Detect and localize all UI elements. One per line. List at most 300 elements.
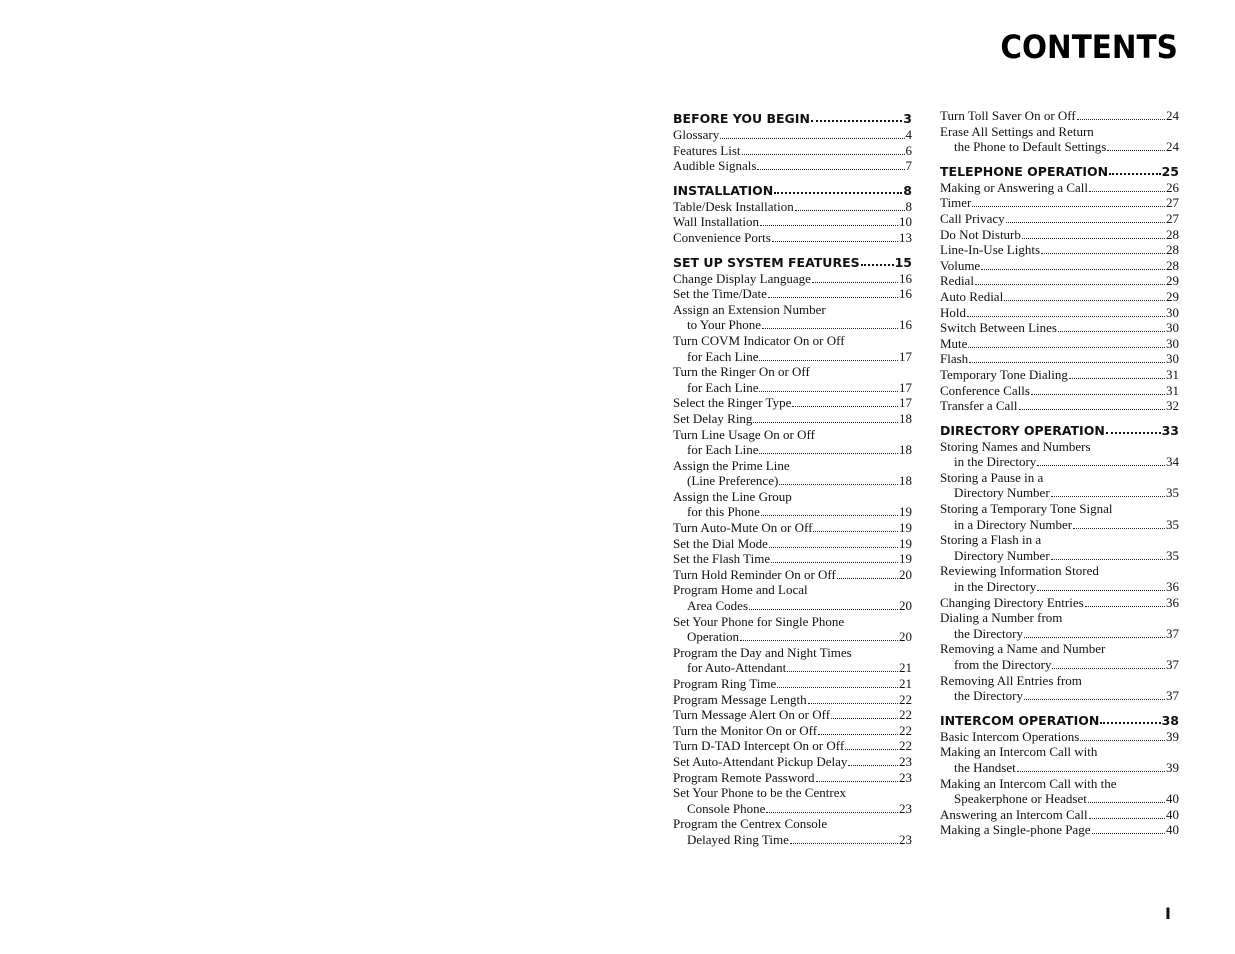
dot-leader xyxy=(749,609,898,610)
toc-entry-label: Timer xyxy=(940,195,972,211)
toc-page-number: 17 xyxy=(899,348,912,364)
toc-entry[interactable] xyxy=(673,754,912,770)
dot-leader xyxy=(720,138,904,139)
dot-leader xyxy=(1037,465,1165,466)
toc-entry-label: Making an Intercom Call with xyxy=(940,744,1098,760)
toc-entry[interactable] xyxy=(673,816,912,847)
section-heading[interactable] xyxy=(940,161,1179,179)
section-heading[interactable] xyxy=(940,420,1179,438)
toc-page-number: 18 xyxy=(899,442,912,458)
dot-leader xyxy=(761,515,898,516)
toc-page-number: 22 xyxy=(899,738,912,754)
toc-entry-label: the Phone to Default Settings xyxy=(954,139,1107,155)
toc-entry[interactable] xyxy=(673,286,912,302)
toc-entry[interactable] xyxy=(673,770,912,786)
toc-page-number: 28 xyxy=(1166,242,1179,258)
dot-leader xyxy=(1106,432,1161,434)
dot-leader xyxy=(1092,833,1165,834)
toc-entry-line xyxy=(673,442,912,458)
toc-page-number: 18 xyxy=(899,473,912,489)
toc-entry-line xyxy=(940,626,1179,642)
toc-entry-line xyxy=(673,214,912,230)
toc-page-number: 27 xyxy=(1166,210,1179,226)
toc-page-number: 36 xyxy=(1166,594,1179,610)
toc-page-number: 29 xyxy=(1166,273,1179,289)
dot-leader xyxy=(1058,331,1165,332)
toc-entry-line xyxy=(673,317,912,333)
dot-leader xyxy=(1085,606,1165,607)
toc-page-number: 39 xyxy=(1166,728,1179,744)
toc-page-number: 31 xyxy=(1166,366,1179,382)
dot-leader xyxy=(1073,528,1165,529)
toc-entry-line xyxy=(673,489,912,505)
toc-entry[interactable] xyxy=(673,692,912,708)
toc-entry-label: Set the Time/Date xyxy=(673,286,767,302)
toc-entry[interactable] xyxy=(673,333,912,364)
toc-entry-label: Turn Line Usage On or Off xyxy=(673,426,815,442)
toc-entry-label: Turn Hold Reminder On or Off xyxy=(673,566,836,582)
toc-entry[interactable] xyxy=(940,470,1179,501)
toc-section xyxy=(940,710,1179,838)
dot-leader xyxy=(795,210,905,211)
toc-entry[interactable] xyxy=(940,398,1179,414)
toc-section xyxy=(673,108,912,174)
toc-entry[interactable] xyxy=(940,351,1179,367)
section-heading[interactable] xyxy=(940,710,1179,728)
toc-entry-line xyxy=(673,801,912,817)
toc-entry[interactable] xyxy=(673,614,912,645)
toc-entry[interactable] xyxy=(673,458,912,489)
toc-entry-label: Basic Intercom Operations xyxy=(940,728,1080,744)
toc-entry[interactable] xyxy=(940,383,1179,399)
toc-page-number: 37 xyxy=(1166,625,1179,641)
toc-entry[interactable] xyxy=(940,595,1179,611)
toc-entry[interactable] xyxy=(940,563,1179,594)
toc-entry[interactable] xyxy=(673,785,912,816)
toc-page-number: 32 xyxy=(1166,398,1179,414)
section-heading-label: SET UP SYSTEM FEATURES xyxy=(673,254,860,270)
toc-entry-label: Switch Between Lines xyxy=(940,320,1057,336)
toc-entry[interactable] xyxy=(673,738,912,754)
toc-entry-line xyxy=(940,776,1179,792)
toc-entry-line xyxy=(940,641,1179,657)
toc-entry-line xyxy=(673,567,912,583)
toc-section xyxy=(940,161,1179,414)
toc-entry-label: Removing a Name and Number xyxy=(940,641,1106,657)
toc-entry-line xyxy=(673,598,912,614)
dot-leader xyxy=(742,154,905,155)
dot-leader xyxy=(1080,740,1165,741)
toc-page-number: 31 xyxy=(1166,382,1179,398)
toc-page-number: 19 xyxy=(899,551,912,567)
toc-page-number: 16 xyxy=(899,270,912,286)
toc-entry[interactable] xyxy=(940,289,1179,305)
toc-entry-label: Features List xyxy=(673,142,741,158)
toc-page-number: 8 xyxy=(905,198,912,214)
toc-entry[interactable] xyxy=(673,395,912,411)
dot-leader xyxy=(811,120,902,122)
dot-leader xyxy=(1022,238,1165,239)
dot-leader xyxy=(1006,222,1165,223)
toc-entry[interactable] xyxy=(673,158,912,174)
dot-leader xyxy=(1037,590,1165,591)
toc-page-number: 26 xyxy=(1166,179,1179,195)
toc-entry-line xyxy=(940,744,1179,760)
toc-entry-label: Program the Centrex Console xyxy=(673,816,828,832)
toc-page-number: 37 xyxy=(1166,657,1179,672)
toc-page-number: 20 xyxy=(899,629,912,645)
toc-entry-line xyxy=(673,629,912,645)
toc-page-number: 22 xyxy=(899,691,912,707)
toc-page-number: 27 xyxy=(1166,195,1179,211)
toc-column-right xyxy=(940,108,1179,838)
toc-page-number: 35 xyxy=(1166,516,1179,532)
toc-entry-label: the Directory xyxy=(954,688,1023,704)
dot-leader xyxy=(759,391,898,392)
toc-entry[interactable] xyxy=(940,305,1179,321)
toc-entry-line xyxy=(673,395,912,411)
toc-entry[interactable] xyxy=(940,367,1179,383)
toc-entry-label: Directory Number xyxy=(954,547,1050,563)
toc-page-number: 19 xyxy=(899,520,912,536)
toc-entry[interactable] xyxy=(673,520,912,536)
toc-entry[interactable] xyxy=(940,776,1179,807)
toc-entry-label: Console Phone xyxy=(687,800,766,816)
dot-leader xyxy=(760,225,898,226)
toc-entry-label: Program the Day and Night Times xyxy=(673,644,852,660)
toc-entry[interactable] xyxy=(940,211,1179,227)
dot-leader xyxy=(768,297,898,298)
dot-leader xyxy=(1069,378,1165,379)
toc-entry-line xyxy=(673,302,912,318)
toc-page-number: 35 xyxy=(1166,485,1179,501)
dot-leader xyxy=(1088,802,1165,803)
toc-entry[interactable] xyxy=(940,501,1179,532)
toc-entry-line xyxy=(673,582,912,598)
toc-entry-label: in a Directory Number xyxy=(954,516,1073,532)
toc-entry-line xyxy=(940,610,1179,626)
toc-entry[interactable] xyxy=(673,364,912,395)
toc-entry[interactable] xyxy=(673,567,912,583)
toc-page-number: 30 xyxy=(1166,351,1179,367)
toc-entry-label: Program Ring Time xyxy=(673,676,777,691)
toc-entry-line xyxy=(940,579,1179,595)
section-heading[interactable] xyxy=(673,252,912,270)
toc-entry-label: Turn the Monitor On or Off xyxy=(673,722,818,738)
section-page-number: 8 xyxy=(903,182,912,198)
toc-entry-line xyxy=(673,614,912,630)
dot-leader xyxy=(790,843,898,844)
toc-entry-label: Assign the Prime Line xyxy=(673,457,790,473)
dot-leader xyxy=(792,406,898,407)
toc-entry-label: Select the Ringer Type xyxy=(673,395,792,411)
toc-entry[interactable] xyxy=(940,822,1179,838)
toc-entry-line xyxy=(940,273,1179,289)
dot-leader xyxy=(981,269,1165,270)
toc-entry-line xyxy=(673,520,912,536)
toc-page-number: 19 xyxy=(899,504,912,520)
toc-entry-label: Hold xyxy=(940,304,966,320)
toc-entry-label: Storing a Temporary Tone Signal xyxy=(940,501,1113,517)
toc-page-number: 40 xyxy=(1166,791,1179,807)
toc-entry-label: Wall Installation xyxy=(673,214,759,230)
toc-entry-line xyxy=(940,688,1179,704)
toc-entry[interactable] xyxy=(673,582,912,613)
toc-column-left xyxy=(673,108,912,848)
dot-leader xyxy=(972,206,1165,207)
toc-entry-line xyxy=(940,211,1179,227)
toc-entry-label: Set the Dial Mode xyxy=(673,535,768,551)
toc-entry[interactable] xyxy=(673,707,912,723)
toc-entry-line xyxy=(673,473,912,489)
section-heading[interactable] xyxy=(673,180,912,198)
toc-entry-label: in the Directory xyxy=(954,454,1037,470)
dot-leader xyxy=(1089,818,1165,819)
dot-leader xyxy=(1052,668,1165,669)
toc-page-number: 20 xyxy=(899,598,912,614)
section-heading-label: INSTALLATION xyxy=(673,182,774,198)
toc-entry[interactable] xyxy=(940,336,1179,352)
toc-entry-line xyxy=(940,336,1179,352)
toc-entry-label: Making an Intercom Call with the xyxy=(940,775,1117,791)
toc-entry-line xyxy=(940,320,1179,336)
toc-entry-label: Speakerphone or Headset xyxy=(954,791,1087,807)
dot-leader xyxy=(757,169,904,170)
toc-entry-line xyxy=(673,411,912,427)
toc-entry-line xyxy=(673,364,912,380)
toc-entry[interactable] xyxy=(940,320,1179,336)
toc-entry-line xyxy=(940,195,1179,211)
toc-page-number: 40 xyxy=(1166,806,1179,822)
toc-entry-label: for Each Line xyxy=(687,442,759,458)
toc-page-number: 23 xyxy=(899,753,912,769)
toc-entry-line xyxy=(673,158,912,174)
toc-entry-line xyxy=(940,351,1179,367)
dot-leader xyxy=(1109,173,1161,175)
dot-leader xyxy=(1077,119,1165,120)
section-page-number: 38 xyxy=(1161,712,1179,728)
toc-entry-line xyxy=(940,242,1179,258)
toc-page-number: 7 xyxy=(905,158,912,174)
toc-entry-label: (Line Preference) xyxy=(687,473,779,489)
toc-entry-line xyxy=(940,501,1179,517)
section-page-number: 3 xyxy=(903,111,912,126)
toc-entry[interactable] xyxy=(940,729,1179,745)
toc-entry-label: the Handset xyxy=(954,759,1016,775)
toc-page-number: 30 xyxy=(1166,335,1179,351)
dot-leader xyxy=(818,734,898,735)
toc-entry[interactable] xyxy=(940,195,1179,211)
toc-entry-label: Set Auto-Attendant Pickup Delay xyxy=(673,753,848,769)
toc-entry[interactable] xyxy=(673,271,912,287)
toc-entry-label: Operation xyxy=(687,629,739,645)
toc-entry-label: Convenience Ports xyxy=(673,229,771,245)
toc-page-number: 22 xyxy=(899,722,912,738)
section-heading-label: INTERCOM OPERATION xyxy=(940,712,1100,728)
toc-entry-line xyxy=(673,427,912,443)
toc-entry-line xyxy=(940,548,1179,564)
dot-leader xyxy=(1024,699,1165,700)
toc-entry-line xyxy=(673,676,912,692)
toc-entry-label: Glossary xyxy=(673,127,720,142)
toc-page-number: 22 xyxy=(899,707,912,723)
toc-section xyxy=(940,108,1179,155)
toc-entry-label: Turn the Ringer On or Off xyxy=(673,364,810,380)
toc-entry[interactable] xyxy=(940,610,1179,641)
dot-leader xyxy=(975,284,1165,285)
toc-entry[interactable] xyxy=(940,227,1179,243)
toc-entry[interactable] xyxy=(673,645,912,676)
toc-entry[interactable] xyxy=(673,230,912,246)
toc-entry-label: Audible Signals xyxy=(673,158,757,174)
toc-entry[interactable] xyxy=(673,214,912,230)
dot-leader xyxy=(753,422,898,423)
toc-entry-line xyxy=(940,807,1179,823)
toc-entry-line xyxy=(673,770,912,786)
toc-entry-label: Temporary Tone Dialing xyxy=(940,366,1068,382)
toc-page-number: 34 xyxy=(1166,454,1179,470)
toc-page-number: 30 xyxy=(1166,320,1179,336)
toc-entry-label: Set Your Phone for Single Phone xyxy=(673,613,845,629)
toc-entry-label: Turn Message Alert On or Off xyxy=(673,707,831,723)
toc-entry[interactable] xyxy=(673,723,912,739)
toc-entry-line xyxy=(940,532,1179,548)
toc-entry-line xyxy=(940,227,1179,243)
toc-page-number: 18 xyxy=(899,410,912,426)
section-heading[interactable] xyxy=(673,108,912,126)
toc-entry[interactable] xyxy=(673,489,912,520)
toc-page-number: 16 xyxy=(899,286,912,302)
toc-entry-line xyxy=(940,760,1179,776)
toc-entry-line xyxy=(673,832,912,848)
toc-entry-label: Assign an Extension Number xyxy=(673,301,826,317)
dot-leader xyxy=(1031,394,1165,395)
toc-entry[interactable] xyxy=(673,411,912,427)
toc-entry[interactable] xyxy=(940,124,1179,155)
toc-entry-label: Conference Calls xyxy=(940,382,1030,398)
dot-leader xyxy=(1089,191,1165,192)
dot-leader xyxy=(1041,253,1165,254)
toc-entry-label: Erase All Settings and Return xyxy=(940,123,1094,139)
dot-leader xyxy=(969,362,1165,363)
toc-entry-label: Storing a Flash in a xyxy=(940,532,1042,548)
toc-entry[interactable] xyxy=(673,127,912,143)
dot-leader xyxy=(1004,300,1165,301)
toc-entry-line xyxy=(940,180,1179,196)
toc-entry-line xyxy=(673,660,912,676)
toc-entry[interactable] xyxy=(673,143,912,159)
toc-entry[interactable] xyxy=(673,551,912,567)
toc-page-number: 6 xyxy=(905,142,912,158)
toc-page-number: 16 xyxy=(899,317,912,333)
toc-entry-label: Mute xyxy=(940,335,968,351)
toc-entry-label: Redial xyxy=(940,273,974,289)
toc-entry[interactable] xyxy=(940,532,1179,563)
dot-leader xyxy=(812,282,898,283)
toc-page-number: 23 xyxy=(899,769,912,785)
toc-entry-line xyxy=(673,536,912,552)
toc-entry-line xyxy=(673,551,912,567)
toc-entry[interactable] xyxy=(940,641,1179,672)
toc-entry[interactable] xyxy=(940,807,1179,823)
toc-entry-label: Turn Toll Saver On or Off xyxy=(940,108,1076,123)
section-heading-label: BEFORE YOU BEGIN xyxy=(673,111,810,126)
toc-entry[interactable] xyxy=(940,242,1179,258)
toc-entry-line xyxy=(673,349,912,365)
dot-leader xyxy=(774,192,902,194)
toc-entry-line xyxy=(940,657,1179,673)
toc-entry[interactable] xyxy=(940,180,1179,196)
toc-entry-line xyxy=(673,692,912,708)
toc-entry-label: Volume xyxy=(940,257,981,273)
toc-entry-line xyxy=(673,645,912,661)
toc-entry[interactable] xyxy=(940,744,1179,775)
toc-entry-label: Area Codes xyxy=(687,598,749,614)
dot-leader xyxy=(1100,722,1160,724)
toc-entry[interactable] xyxy=(940,439,1179,470)
section-page-number: 25 xyxy=(1161,163,1179,179)
dot-leader xyxy=(813,531,898,532)
toc-entry-label: from the Directory xyxy=(954,657,1052,672)
section-heading-label: TELEPHONE OPERATION xyxy=(940,163,1109,179)
toc-entry-line xyxy=(673,707,912,723)
dot-leader xyxy=(1107,150,1165,151)
toc-entry-line xyxy=(940,367,1179,383)
section-page-number: 15 xyxy=(894,254,912,270)
dot-leader xyxy=(967,316,1165,317)
toc-entry-line xyxy=(940,595,1179,611)
dot-leader xyxy=(1051,496,1165,497)
dot-leader xyxy=(968,347,1165,348)
dot-leader xyxy=(759,453,898,454)
dot-leader xyxy=(740,640,898,641)
toc-entry-label: Delayed Ring Time xyxy=(687,831,789,847)
toc-page-number: 40 xyxy=(1166,822,1179,838)
toc-entry-line xyxy=(673,286,912,302)
toc-entry[interactable] xyxy=(673,302,912,333)
toc-entry-line xyxy=(673,738,912,754)
toc-entry[interactable] xyxy=(673,536,912,552)
toc-entry-line xyxy=(673,785,912,801)
toc-entry-label: Program Home and Local xyxy=(673,582,808,598)
toc-entry[interactable] xyxy=(940,108,1179,124)
toc-entry[interactable] xyxy=(940,673,1179,704)
dot-leader xyxy=(837,578,898,579)
toc-entry-line xyxy=(940,108,1179,124)
toc-entry-label: Assign the Line Group xyxy=(673,488,792,504)
toc-entry-line xyxy=(673,230,912,246)
toc-page-number: 29 xyxy=(1166,288,1179,304)
toc-entry[interactable] xyxy=(940,258,1179,274)
toc-entry[interactable] xyxy=(673,199,912,215)
toc-entry-label: the Directory xyxy=(954,625,1023,641)
toc-entry[interactable] xyxy=(940,273,1179,289)
toc-entry-label: Do Not Disturb xyxy=(940,226,1021,242)
toc-entry-line xyxy=(940,517,1179,533)
toc-page-number: 17 xyxy=(899,395,912,411)
toc-entry[interactable] xyxy=(673,427,912,458)
toc-page-number: 23 xyxy=(899,800,912,816)
toc-entry[interactable] xyxy=(673,676,912,692)
toc-page-number: 36 xyxy=(1166,579,1179,595)
dot-leader xyxy=(808,703,898,704)
dot-leader xyxy=(772,241,898,242)
toc-entry-label: Call Privacy xyxy=(940,210,1005,226)
page-title: CONTENTS xyxy=(1000,28,1178,66)
toc-entry-line xyxy=(940,485,1179,501)
toc-page-number: 37 xyxy=(1166,688,1179,704)
toc-entry-line xyxy=(673,816,912,832)
